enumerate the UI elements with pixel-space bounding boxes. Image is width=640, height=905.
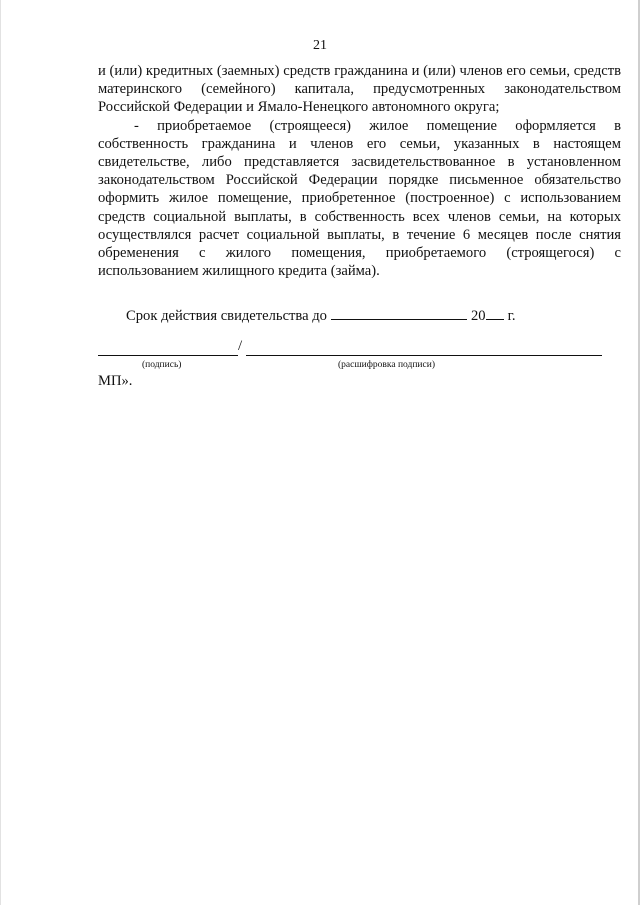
validity-date-blank <box>331 307 467 320</box>
paragraph-funding-sources: и (или) кредитных (заемных) средств гражданина и (или) членов его семьи, средств материнского (семейного) капитала, предусмотренных законодательством Российской Федерации и Ямало-Ненецкого автономного округа; <box>98 63 621 116</box>
validity-label: Срок действия свидетельства до <box>126 308 327 324</box>
signature-slash: / <box>238 338 243 354</box>
signature-line <box>98 355 238 356</box>
signature-decoding-line <box>246 355 602 356</box>
document-body <box>98 62 621 280</box>
validity-year-blank <box>486 307 504 320</box>
signature-caption: (подпись) <box>142 360 182 370</box>
validity-year-prefix: 20 <box>470 308 486 324</box>
page-edge-left <box>0 0 1 905</box>
seal-placeholder: МП». <box>98 373 133 389</box>
validity-year-suffix: г. <box>507 308 516 324</box>
page-number: 21 <box>313 38 327 53</box>
validity-period-line <box>126 307 516 325</box>
signature-decoding-caption: (расшифровка подписи) <box>338 360 435 370</box>
paragraph-ownership-registration: - приобретаемое (строящееся) жилое помещение оформляется в собственность гражданина и членов его семьи, указанных в настоящем свидетельстве, либо представляется засвидетельствованное в установленном законодательством Российской Федерации порядке письменное обязательство оформить жилое помещение, приобретенное (построенное) с использованием средств социальной выплаты, в собственность всех членов семьи, на которых осуществлялся расчет социальной выплаты, в течение 6 месяцев после снятия обременения с жилого помещения, приобретаемого (строящегося) с использованием жилищного кредита (займа). <box>98 117 621 280</box>
